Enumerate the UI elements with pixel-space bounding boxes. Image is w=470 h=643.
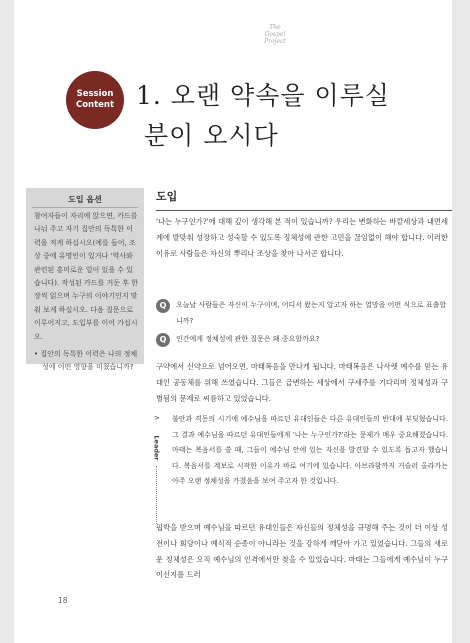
question-item-1 xyxy=(156,298,452,329)
title-line-1: 1. 오랜 약속을 이루실 xyxy=(136,81,390,110)
session-content-badge xyxy=(66,71,124,129)
section-heading: 도입 xyxy=(156,190,178,203)
question-icon: Q xyxy=(156,299,170,313)
page-title xyxy=(136,76,436,156)
title-line-2: 분이 오시다 xyxy=(144,121,279,150)
context-paragraph: 구약에서 신약으로 넘어오면, 마태복음을 만나게 됩니다. 마태복음은 나사렛 예수를 믿는 유대인 공동체를 위해 쓰였습니다. 그들은 급변하는 세상에서 구세주를 기다리며 정체성과 구별됨의 문제로 씨름하고 있었습니다. xyxy=(156,362,448,403)
question-icon: Q xyxy=(156,333,170,347)
badge-line-2: Content xyxy=(75,100,115,110)
closing-paragraph: 핍박을 받으며 예수님을 따르던 유대인들은 자신들의 정체성을 규명해 주는 것이 더 이상 성전이나 회당이나 예식적 순종이 아니라는 것을 강하게 깨닫아 가고 있었습니다. 그들의 새로운 정체성은 오직 예수님의 인격에서만 찾을 수 있었습니다. 마태는 그들에게 예수님이 누구이신지를 드러 xyxy=(156,523,448,580)
leader-arrow-icon: > xyxy=(154,414,160,422)
intro-paragraph: '나는 누구인가?'에 대해 깊이 생각해 본 적이 있습니까? 우리는 변화하는 바깥세상과 내면세계에 발맞춰 성장하고 성숙할 수 있도록 정체성에 관한 고민을 끊임없이 해야 합니다. 이러한 이유로 사람들은 자신의 뿌리나 조상을 찾아 나서곤 합니다. xyxy=(156,217,448,258)
sidebar-title: 도입 옵션 xyxy=(68,195,102,204)
leader-label: Leader xyxy=(152,435,161,461)
leader-note-text: 불안과 격동의 시기에 예수님을 따르던 유대인들은 다른 유대인들의 반대에 부딪혔습니다. 그 결과 예수님을 따르던 유대인들에게 '나는 누구인가?'라는 문제가 매우 중요해졌습니다. 마태는 복음서를 쓸 때, 그들이 예수님 안에 있는 자신을 발견할 수 있도록 돕고자 했습니다. 복음서를 계보로 시작한 이유가 바로 여기에 있습니다. 아브라함까지 거슬러 올라가는 아주 오랜 정체성을 가졌음을 보여 주고자 한 것입니다. xyxy=(172,415,448,485)
section-divider xyxy=(156,210,452,211)
sidebar-bullet: • 집안의 독특한 이력은 나의 정체성에 어떤 영향을 미쳤습니까? xyxy=(34,350,138,372)
sidebar-body-text: 참여자들이 자리에 앉으면, 카드를 나눠 주고 자기 집안의 독특한 이력을 적게 하십시오(예를 들어, 조상 중에 유명인이 있거나 '역사와 관련된 흥미로운 일이 있을 수 있습니다). 작성된 카드를 거둔 후 한 장씩 읽으며 누구의 이야기인지 맞춰 보게 하십시오. 다음 질문으로 이루어지고, 도입부를 이어 가십시오. xyxy=(34,212,138,341)
page xyxy=(14,0,452,643)
question-text: 인간에게 정체성에 관한 질문은 왜 중요할까요? xyxy=(176,335,320,343)
badge-line-1: Session xyxy=(76,89,114,99)
leader-note-marker xyxy=(150,414,166,514)
intro-options-sidebar xyxy=(26,188,144,372)
page-number: 18 xyxy=(58,596,68,605)
running-head: The Gospel Project xyxy=(264,24,286,45)
question-item-2 xyxy=(156,332,452,348)
leader-dotted-line xyxy=(156,466,157,524)
question-text: 오늘날 사람들은 자신이 누구이며, 어디서 왔는지 알고자 하는 열망을 어떤 식으로 표출합니까? xyxy=(176,301,447,325)
